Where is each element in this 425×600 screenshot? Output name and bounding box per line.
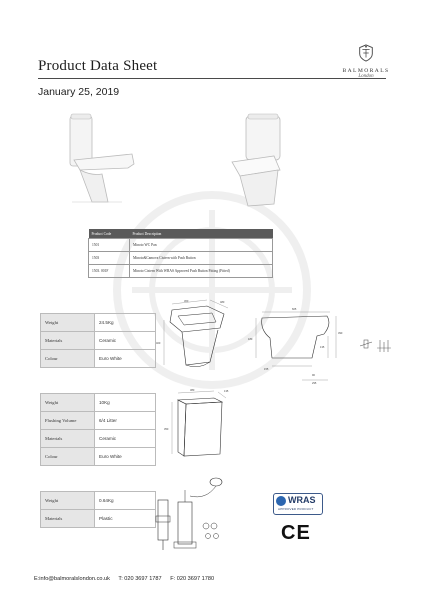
product-code-cell: 1503. 001F bbox=[89, 265, 130, 278]
spec-value: Plastic bbox=[95, 510, 156, 528]
ce-mark: CE bbox=[281, 522, 311, 544]
product-description-cell: Minoto&Camova Cistern with Push Button bbox=[130, 252, 273, 265]
contact-email[interactable]: E:info@balmoralslondon.co.uk bbox=[34, 576, 110, 582]
spec-value: Ceramic bbox=[95, 430, 156, 448]
page-title: Product Data Sheet bbox=[38, 58, 158, 74]
logo-city: London bbox=[358, 74, 374, 79]
toilet-side-view-image bbox=[62, 112, 142, 207]
dim-side-length: 605 bbox=[292, 308, 297, 311]
crest-icon bbox=[357, 44, 375, 62]
spec-value: 10Kg bbox=[95, 394, 156, 412]
table-row bbox=[41, 492, 156, 510]
toilet-front-view-image bbox=[218, 112, 293, 212]
column-header-product-code: Product Code bbox=[89, 229, 130, 239]
spec-label: Weight bbox=[41, 492, 95, 510]
spec-label: Weight bbox=[41, 394, 95, 412]
spec-label: Materials bbox=[41, 510, 95, 528]
cistern-technical-drawing bbox=[158, 388, 238, 460]
dim-outlet-height: 180 bbox=[248, 338, 253, 341]
spec-label: Materials bbox=[41, 430, 95, 448]
cistern-spec-table bbox=[40, 393, 156, 466]
dim-base-offset: 155 bbox=[264, 368, 269, 371]
table-row bbox=[41, 350, 156, 368]
spec-value: 24.5Kg bbox=[95, 314, 156, 332]
spec-label: Colour bbox=[41, 350, 95, 368]
dim-small-a: 90 bbox=[312, 374, 315, 377]
table-row bbox=[41, 430, 156, 448]
contact-fax: F: 020 3697 1780 bbox=[170, 576, 215, 582]
spec-value: Euro White bbox=[95, 350, 156, 368]
product-code-cell: 1503 bbox=[89, 252, 130, 265]
title-divider bbox=[38, 78, 386, 79]
spec-value: 6/4 Litter bbox=[95, 412, 156, 430]
product-code-table bbox=[88, 229, 273, 278]
spec-label: Colour bbox=[41, 448, 95, 466]
table-row bbox=[41, 314, 156, 332]
pan-technical-drawing bbox=[152, 300, 397, 390]
product-code-cell: 1501 bbox=[89, 239, 130, 252]
dim-cistern-width: 380 bbox=[190, 389, 195, 392]
table-row bbox=[41, 412, 156, 430]
spec-value: Ceramic bbox=[95, 332, 156, 350]
dim-pan-depth: 480 bbox=[220, 301, 225, 304]
table-row bbox=[41, 448, 156, 466]
water-drop-icon bbox=[276, 496, 286, 506]
dim-cistern-depth: 135 bbox=[224, 390, 229, 393]
fixing-kit-icon bbox=[360, 340, 391, 352]
table-row bbox=[41, 394, 156, 412]
logo-brand-name: BALMORALS bbox=[342, 68, 390, 74]
table-row bbox=[89, 239, 273, 252]
spec-value: 0.64Kg bbox=[95, 492, 156, 510]
wras-badge bbox=[273, 493, 323, 515]
spec-label: Flushing Volume bbox=[41, 412, 95, 430]
dim-cistern-height: 350 bbox=[164, 428, 169, 431]
dim-pan-height: 400 bbox=[156, 342, 161, 345]
fitting-spec-table bbox=[40, 491, 156, 528]
column-header-description: Product Description bbox=[130, 229, 273, 239]
wras-label: WRAS bbox=[288, 495, 316, 505]
table-row bbox=[89, 252, 273, 265]
brand-logo bbox=[336, 44, 396, 79]
dim-side-height: 390 bbox=[338, 332, 343, 335]
product-description-cell: Minoto Cistern With WRAS Approved Push Button Fitting (Fitted) bbox=[130, 265, 273, 278]
dim-side-offset: 295 bbox=[312, 382, 317, 385]
dim-pan-top-width: 360 bbox=[184, 300, 189, 303]
pan-spec-table bbox=[40, 313, 156, 368]
wras-sub-label: APPROVED PRODUCT bbox=[278, 507, 314, 511]
table-row bbox=[41, 510, 156, 528]
document-date: January 25, 2019 bbox=[38, 86, 120, 98]
dim-waste: 135 bbox=[320, 346, 325, 349]
flush-valve-drawing bbox=[150, 472, 235, 554]
spec-label: Materials bbox=[41, 332, 95, 350]
contact-telephone: T: 020 3697 1787 bbox=[118, 576, 162, 582]
product-description-cell: Minoto WC Pan bbox=[130, 239, 273, 252]
spec-value: Euro White bbox=[95, 448, 156, 466]
table-row bbox=[89, 265, 273, 278]
spec-label: Weight bbox=[41, 314, 95, 332]
contact-footer bbox=[34, 576, 221, 582]
table-row bbox=[41, 332, 156, 350]
